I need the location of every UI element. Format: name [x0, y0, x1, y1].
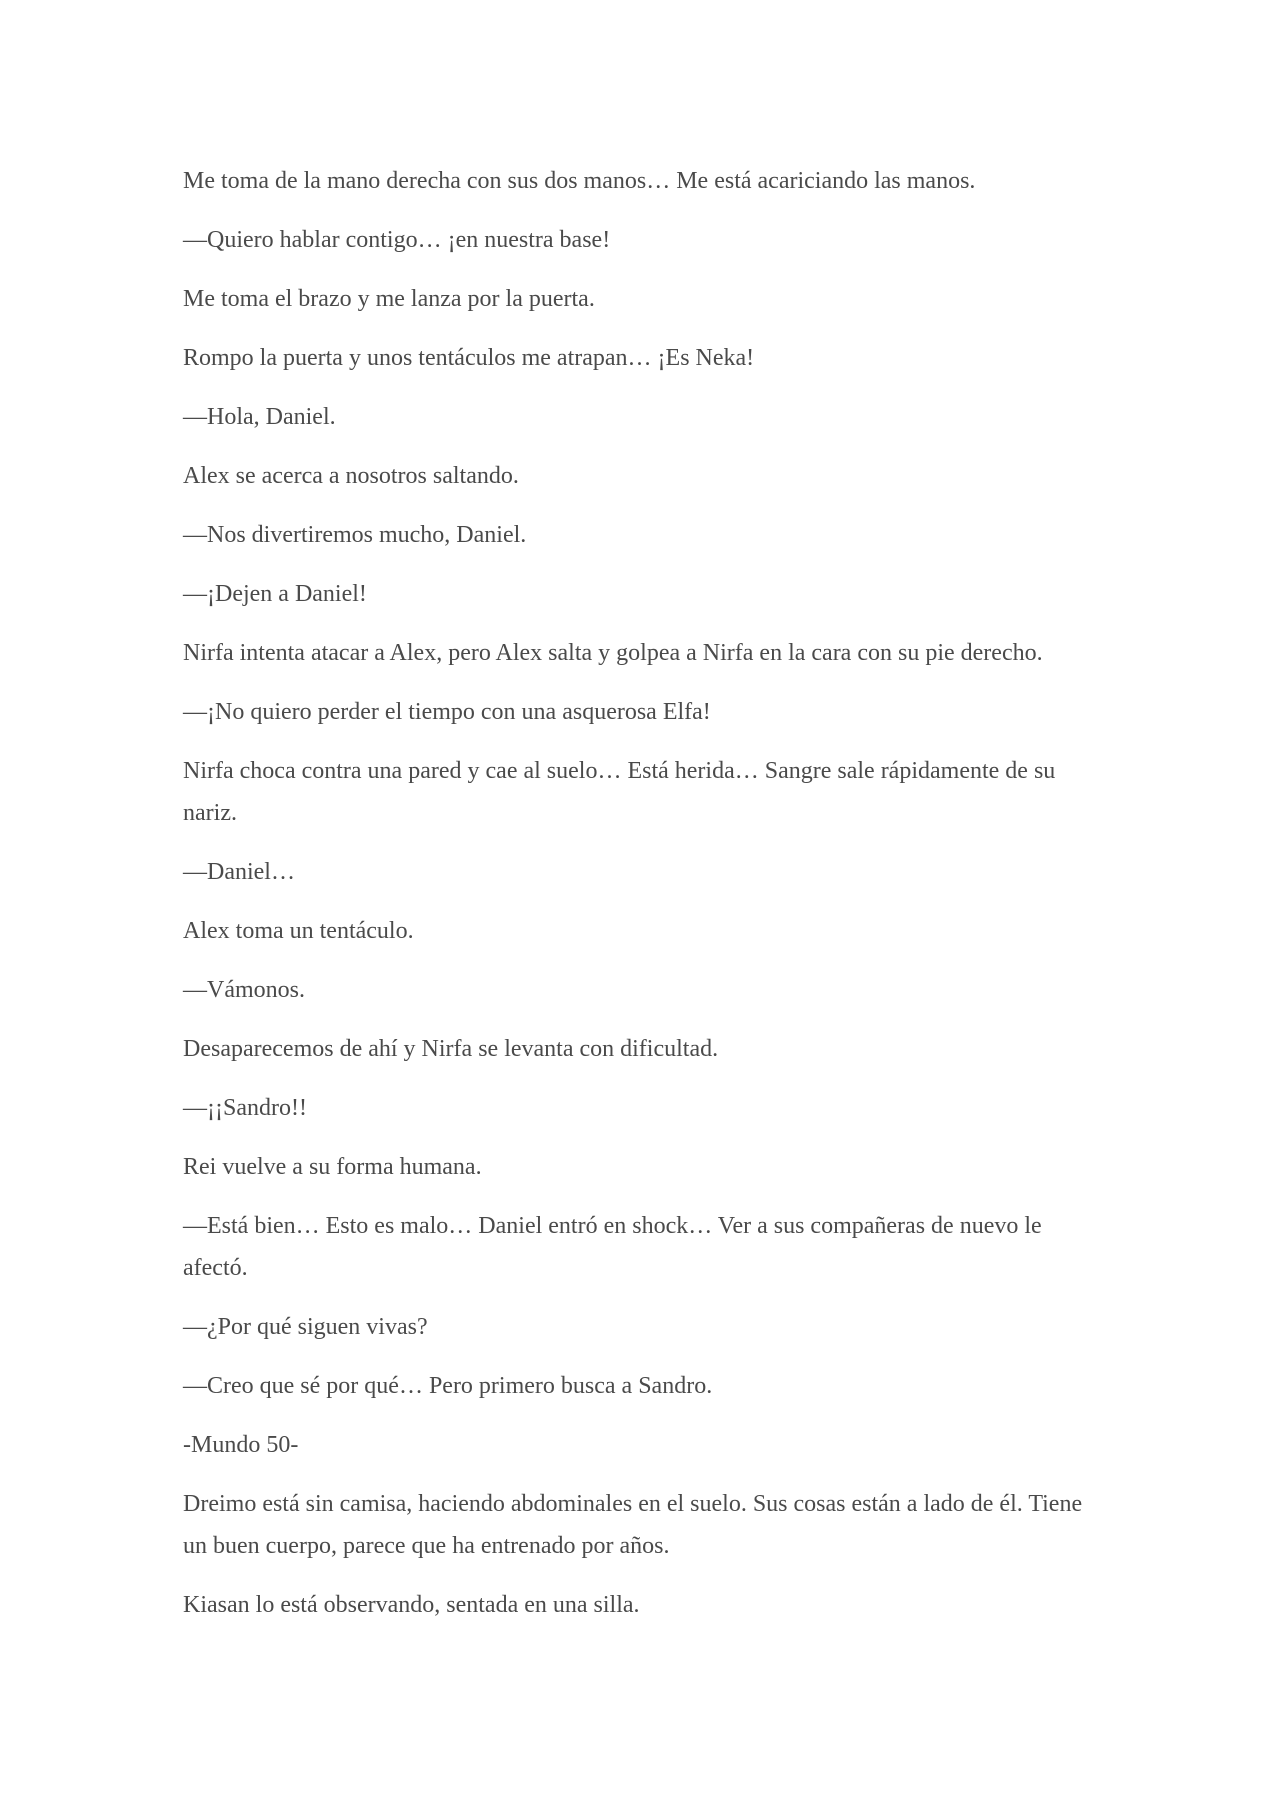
paragraph: —¡No quiero perder el tiempo con una asquerosa Elfa!: [183, 699, 711, 725]
paragraph: —Vámonos.: [183, 977, 305, 1003]
paragraph: Alex se acerca a nosotros saltando.: [183, 463, 519, 489]
paragraph: Nirfa intenta atacar a Alex, pero Alex salta y golpea a Nirfa en la cara con su pie derecho.: [183, 640, 1043, 666]
paragraph: —¡¡Sandro!!: [183, 1095, 307, 1121]
paragraph: Desaparecemos de ahí y Nirfa se levanta con dificultad.: [183, 1036, 719, 1062]
paragraph: —¿Por qué siguen vivas?: [183, 1314, 428, 1340]
paragraph: —Quiero hablar contigo… ¡en nuestra base!: [183, 227, 611, 253]
section-marker: -Mundo 50-: [183, 1432, 299, 1458]
paragraph: —¡Dejen a Daniel!: [183, 581, 367, 607]
paragraph: Nirfa choca contra una pared y cae al suelo… Está herida… Sangre sale rápidamente de su nariz.: [183, 758, 1056, 826]
paragraph: —Daniel…: [183, 859, 295, 885]
paragraph: Me toma el brazo y me lanza por la puerta.: [183, 286, 595, 312]
paragraph: Dreimo está sin camisa, haciendo abdominales en el suelo. Sus cosas están a lado de él. Tiene un buen cuerpo, parece que ha entrenado por años.: [183, 1491, 1083, 1559]
paragraph: Kiasan lo está observando, sentada en una silla.: [183, 1592, 640, 1618]
paragraph: —Nos divertiremos mucho, Daniel.: [183, 522, 527, 548]
paragraph: Me toma de la mano derecha con sus dos manos… Me está acariciando las manos.: [183, 168, 976, 194]
paragraph: —Hola, Daniel.: [183, 404, 336, 430]
paragraph: Rei vuelve a su forma humana.: [183, 1154, 482, 1180]
paragraph: —Creo que sé por qué… Pero primero busca a Sandro.: [183, 1373, 713, 1399]
paragraph: Rompo la puerta y unos tentáculos me atrapan… ¡Es Neka!: [183, 345, 755, 371]
paragraph: Alex toma un tentáculo.: [183, 918, 414, 944]
paragraph: —Está bien… Esto es malo… Daniel entró en shock… Ver a sus compañeras de nuevo le afectó.: [183, 1213, 1042, 1281]
document-page: [183, 160, 1103, 1643]
